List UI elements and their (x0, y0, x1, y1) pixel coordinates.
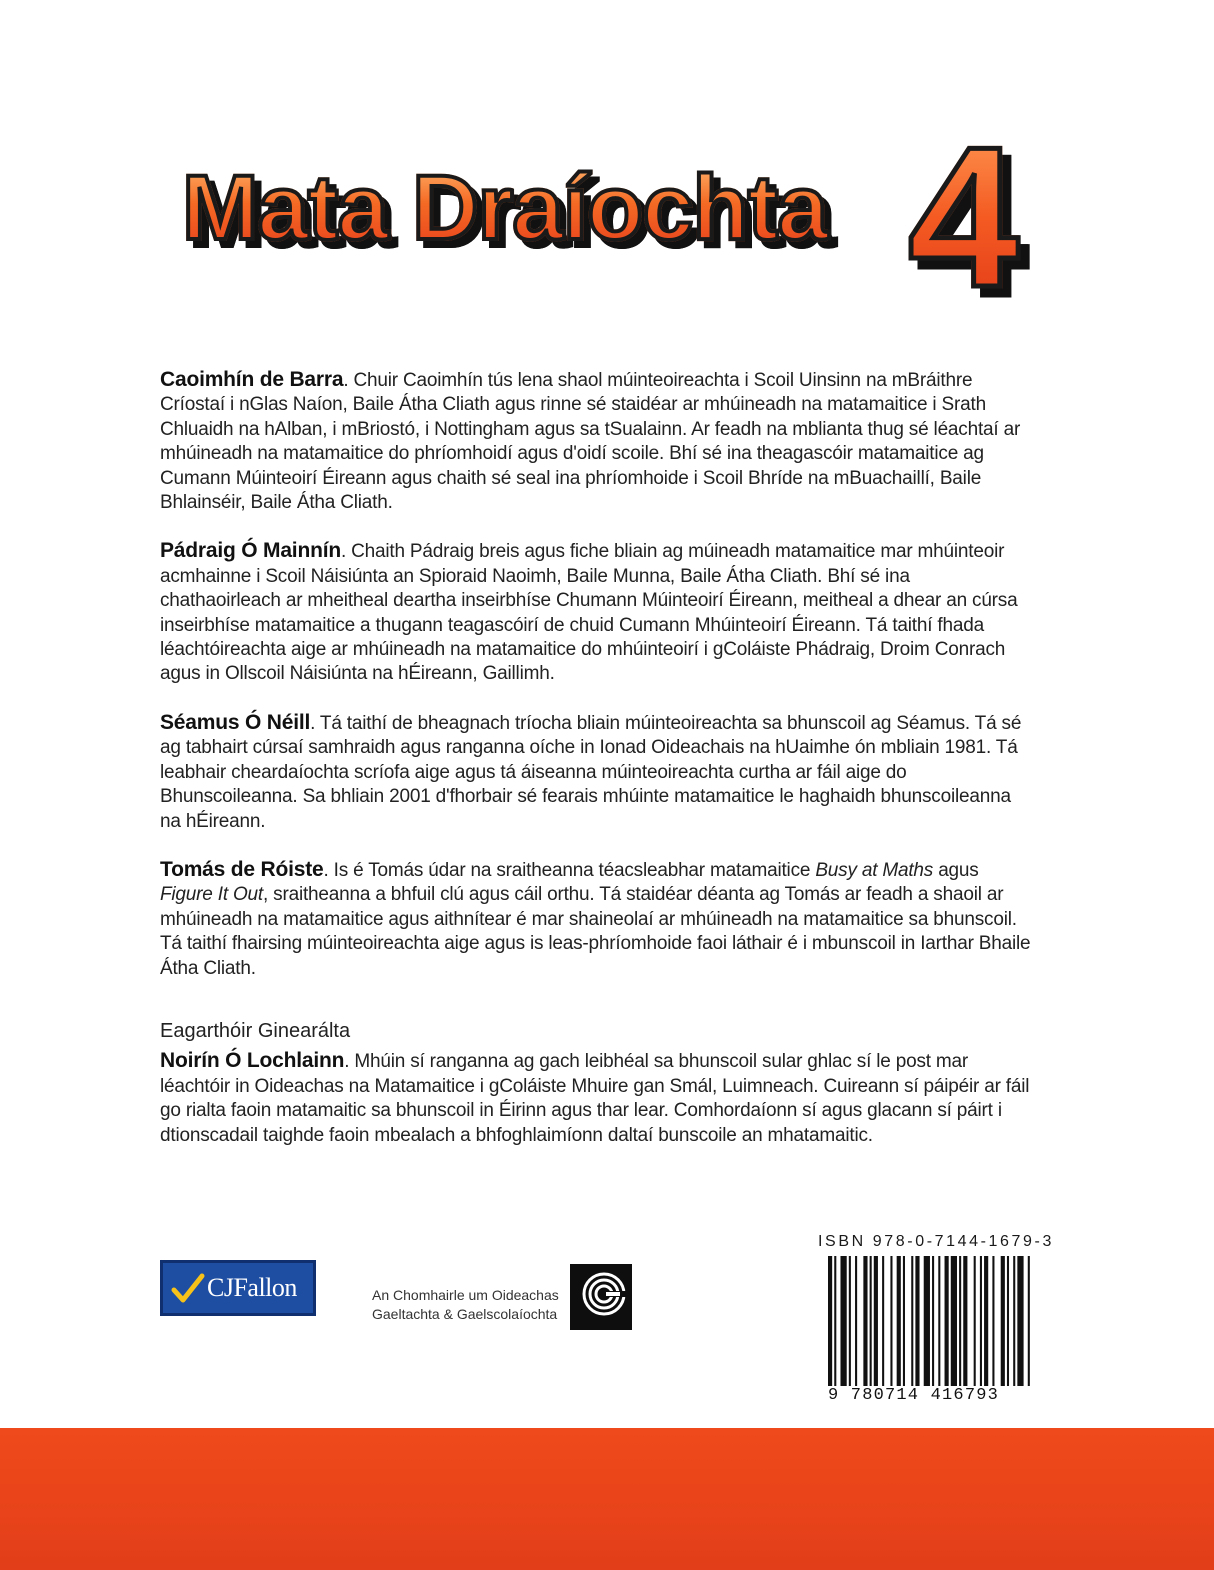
barcode-bar (1013, 1256, 1015, 1386)
bottom-band (0, 1428, 1214, 1570)
barcode-bar (1028, 1256, 1030, 1386)
bio-text: . Chaith Pádraig breis agus fiche bliain ag múineadh matamaitice mar mhúinteoir acmhainne i Scoil Náisiúnta an Spioraid Naoimh, Baile Munna, Baile Átha Cliath. Bhí sé ina chathaoirleach ar mheitheal deartha inseirbhíse Chumann Múinteoirí Éireann, meitheal a dhear an cúrsa inseirbhíse matamaitice a thugann teagascóirí de chuid Cumann Mhúinteoirí Éireann. Tá taithí fhada léachtóireachta aige ar mhúineadh na matamaitice do mhúinteoirí i gColáiste Phádraig, Droim Conrach agus in Ollscoil Náisiúnta na hÉireann, Gaillimh. (160, 541, 1018, 685)
barcode-digits: 9 780714 416793 (828, 1386, 1000, 1405)
bio-text: . Tá taithí de bheagnach tríocha bliain múinteoireachta sa bhunscoil ag Séamus. Tá sé ag tabhairt cúrsaí samhraidh agus ranganna oíche in Ionad Oideachais na hUaimhe ón mbliain 1981. Tá leabhair cheardaíochta scríofa aige agus tá áiseanna múinteoireachta curtha ar fáil aige do Bhunscoileanna. Sa bhliain 2001 d'fhorbair sé fearais mhúinte matamaitice le haghaidh bhunscoileanna na hÉireann. (160, 712, 1022, 832)
barcode-bar (911, 1256, 913, 1386)
barcode-bar (1007, 1256, 1009, 1386)
bio-text: . Mhúin sí ranganna ag gach leibhéal sa bhunscoil sular ghlac sí le post mar léachtóir in Oideachas na Matamaitice i gColáiste Mhuire gan Smál, Luimneach. Cuireann sí páipéir ar fáil go rialta faoin matamaitic sa bhunscoil in Éirinn agus thar lear. Comhordaíonn sí agus glacann sí páirt i dtionscadail taighde faoin mbealach a bhfoghlaimíonn daltaí bunscoile an mhatamaitic. (160, 1051, 1030, 1146)
bio-text: , sraitheanna a bhfuil clú agus cáil orthu. Tá staidéar déanta ag Tomás ar feadh a shaoil ar mhúineadh na matamaitice agus aithnítear é mar shaineolaí ar mhúineadh na matamaitice sa bhunscoil. Tá taithí fhairsing múinteoireachta aige agus is leas-phríomhoide faoi láthair é i mbunscoil in Iarthar Bhaile Átha Cliath. (160, 884, 1031, 979)
title-number: 4 (908, 106, 1020, 329)
barcode-bar (897, 1256, 901, 1386)
barcode-bar (951, 1256, 957, 1386)
barcode-bar (834, 1256, 836, 1386)
barcode-bar (932, 1256, 934, 1386)
cjfallon-logo (160, 1260, 316, 1316)
checkmark-icon (171, 1271, 205, 1305)
author-biographies (160, 368, 1032, 1172)
barcode-bar (874, 1256, 878, 1386)
cogg-emblem-icon (570, 1264, 632, 1330)
barcode-bar (924, 1256, 930, 1386)
bio-text: . Chuir Caoimhín tús lena shaol múinteoireachta i Scoil Uinsinn na mBráithre Críostaí i nGlas Naíon, Baile Átha Cliath agus rinne sé staidéar ar mhúineadh na matamaitice i Srath Chluaidh na hAlban, i mBriostó, i Nottingham agus sa tSualainn. Ar feadh na mblianta thug sé léachtaí ar mhúineadh na matamaitice do phríomhoidí agus d'oidí scoile. Bhí sé ina theagascóir matamaitice ag Cumann Múinteoirí Éireann agus chaith sé seal ina phríomhoide i Scoil Bhríde na mBuachaillí, Baile Bhlainséir, Baile Átha Cliath. (160, 370, 1021, 514)
barcode-bar (974, 1256, 976, 1386)
barcode-bar (855, 1256, 857, 1386)
bio-tomas (160, 858, 1032, 981)
bio-name: Pádraig Ó Mainnín (160, 539, 341, 563)
barcode-bar (890, 1256, 892, 1386)
bio-text: . Is é Tomás údar na sraitheanna téacsleabhar matamaitice (323, 859, 816, 881)
barcode-bar (849, 1256, 851, 1386)
editor-heading: Eagarthóir Ginearálta (160, 1019, 351, 1042)
barcode-bar (915, 1256, 919, 1386)
barcode-bar (1017, 1256, 1023, 1386)
barcode-bar (870, 1256, 872, 1386)
book-title (160, 106, 1060, 329)
barcode-bar (1001, 1256, 1005, 1386)
barcode-bar (992, 1256, 994, 1386)
publisher-name: CJFallon (207, 1273, 297, 1302)
book-series-title: Busy at Maths (815, 859, 934, 881)
barcode-bar (980, 1256, 982, 1386)
book-series-title: Figure It Out (160, 884, 263, 906)
cogg-logo (570, 1264, 632, 1330)
barcode-bar (828, 1256, 832, 1386)
barcode-bar (840, 1256, 846, 1386)
title-text: Mata Draíochta (182, 157, 828, 259)
barcode-bar (903, 1256, 905, 1386)
bio-caoimhin (160, 368, 1032, 515)
bio-name: Noirín Ó Lochlainn (160, 1049, 345, 1073)
barcode-bar (959, 1256, 961, 1386)
bio-padraig (160, 539, 1032, 686)
barcode (828, 1256, 1034, 1408)
bio-editor (160, 1049, 1032, 1148)
isbn-label: ISBN 978-0-7144-1679-3 (818, 1233, 1054, 1250)
cogg-line-2: Gaeltachta & Gaelscolaíochta (372, 1306, 558, 1322)
bio-name: Caoimhín de Barra (160, 368, 344, 391)
barcode-bar (863, 1256, 867, 1386)
barcode-bar (945, 1256, 949, 1386)
barcode-bar (882, 1256, 884, 1386)
bio-seamus (160, 711, 1032, 834)
barcode-bar (984, 1256, 988, 1386)
cogg-name (372, 1286, 559, 1324)
bio-name: Tomás de Róiste (160, 857, 324, 881)
bio-text: agus (933, 859, 979, 881)
bio-name: Séamus Ó Néill (160, 710, 311, 734)
barcode-bars (828, 1256, 1034, 1386)
cogg-line-1: An Chomhairle um Oideachas (372, 1287, 559, 1303)
barcode-bar (938, 1256, 940, 1386)
barcode-bar (963, 1256, 967, 1386)
